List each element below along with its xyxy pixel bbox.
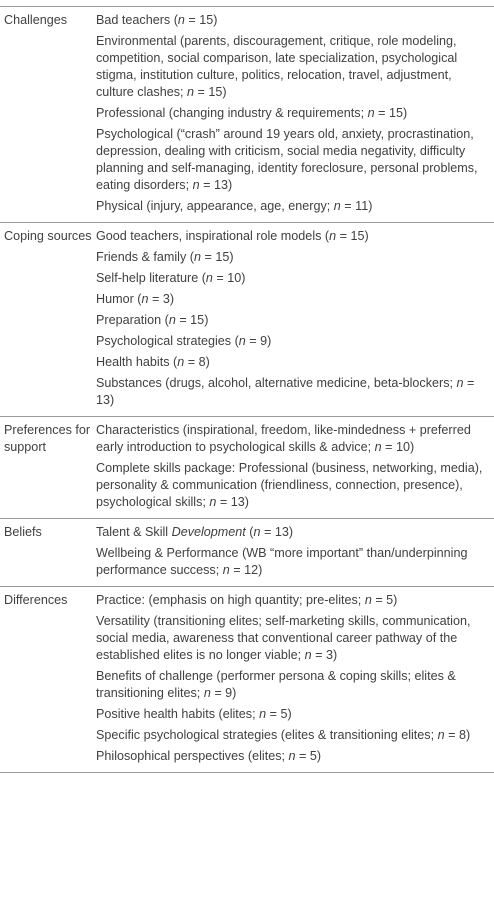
table-cell: Philosophical perspectives (elites; n = 5)	[96, 749, 322, 763]
table-cell: Practice: (emphasis on high quantity; pre-elites; n = 5)	[96, 593, 398, 607]
table-cell: Specific psychological strategies (elites & transitioning elites; n = 8)	[96, 728, 471, 742]
table-cell: Environmental (parents, discouragement, critique, role modeling, competition, social comparison, late specialization, psychological stigma, institution culture, politics, relocation, travel, adjustment, culture clashes; n = 15)	[96, 34, 458, 99]
section-label-challenges: Challenges	[4, 13, 68, 27]
section-differences	[0, 587, 494, 773]
section-challenges	[0, 7, 494, 223]
section-label-beliefs: Beliefs	[4, 525, 42, 539]
table-cell: Versatility (transitioning elites; self-marketing skills, communication, social media, awareness that conventional career pathway of the established elites is no longer viable; n = 3)	[96, 614, 471, 662]
table-cell: Complete skills package: Professional (business, networking, media), personality & communication (friendliness, connection, presence), psychological skills; n = 13)	[96, 461, 483, 509]
table-cell: Self-help literature (n = 10)	[96, 271, 246, 285]
section-label-preferences: Preferences for support	[4, 423, 91, 454]
table-cell: Substances (drugs, alcohol, alternative medicine, beta-blockers; n = 13)	[96, 376, 475, 407]
section-beliefs	[0, 519, 494, 587]
table-cell: Talent & Skill Development (n = 13)	[96, 525, 294, 539]
table-cell: Benefits of challenge (performer persona & coping skills; elites & transitioning elites; n = 9)	[96, 669, 456, 700]
table-cell: Wellbeing & Performance (WB “more important” than/underpinning performance success; n = 12)	[96, 546, 468, 577]
table-cell: Health habits (n = 8)	[96, 355, 210, 369]
table-cell: Physical (injury, appearance, age, energy; n = 11)	[96, 199, 373, 213]
section-preferences-for-support	[0, 417, 494, 519]
table-cell: Bad teachers (n = 15)	[96, 13, 218, 27]
section-label-coping-sources: Coping sources	[4, 229, 92, 243]
table-cell: Friends & family (n = 15)	[96, 250, 234, 264]
table-cell: Professional (changing industry & requirements; n = 15)	[96, 106, 408, 120]
section-label-differences: Differences	[4, 593, 68, 607]
table-cell: Good teachers, inspirational role models (n = 15)	[96, 229, 369, 243]
table-cell: Characteristics (inspirational, freedom, like-mindedness + preferred early introduction to psychological skills & advice; n = 10)	[96, 423, 471, 454]
table-cell: Psychological (“crash” around 19 years old, anxiety, procrastination, depression, dealing with criticism, social media negativity, difficulty planning and self-managing, identity foreclosure, personal problems, eating disorders; n = 13)	[96, 127, 478, 192]
themes-table	[0, 6, 494, 773]
section-coping-sources	[0, 223, 494, 417]
table-cell: Humor (n = 3)	[96, 292, 175, 306]
table-cell: Positive health habits (elites; n = 5)	[96, 707, 292, 721]
table-cell: Preparation (n = 15)	[96, 313, 209, 327]
table-cell: Psychological strategies (n = 9)	[96, 334, 272, 348]
